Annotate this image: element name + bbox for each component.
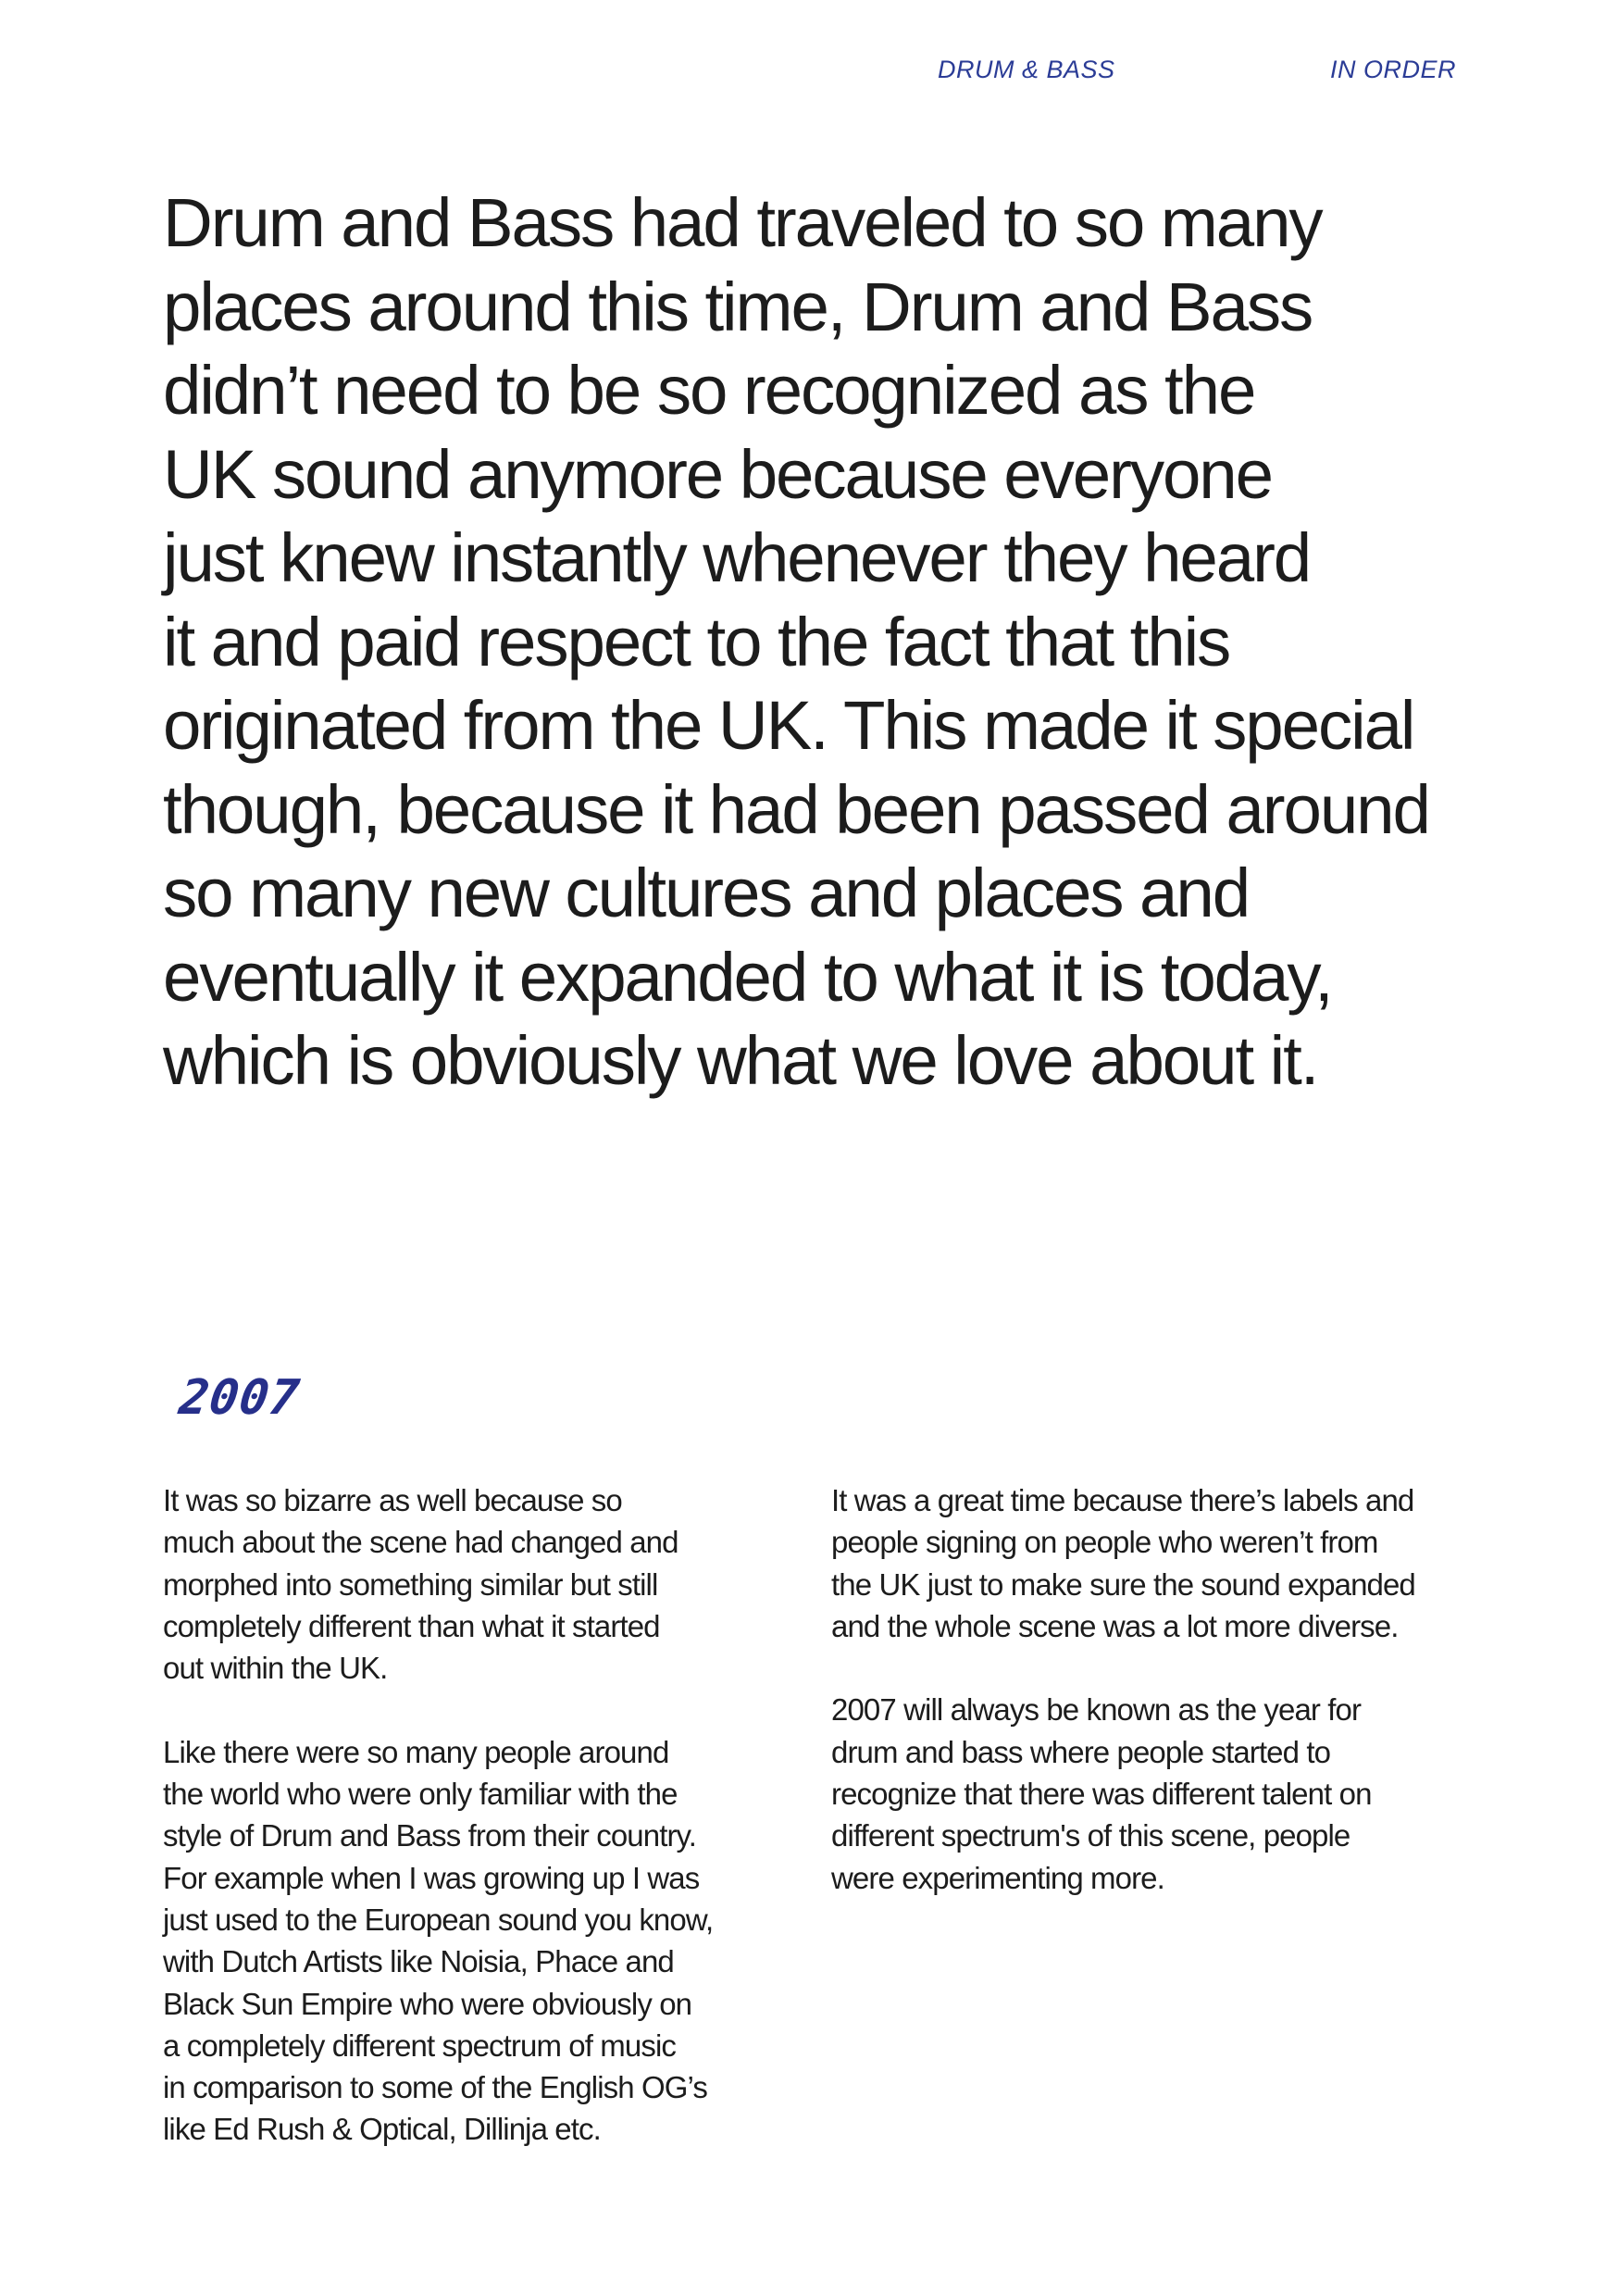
body-paragraph	[831, 1479, 1479, 1647]
body-paragraph	[163, 1731, 774, 2151]
body-line: like Ed Rush & Optical, Dillinja etc.	[163, 2112, 601, 2147]
lead-line: it and paid respect to the fact that this	[163, 603, 1230, 680]
body-line: the world who were only familiar with the	[163, 1777, 678, 1812]
page-header	[0, 56, 1618, 93]
body-line: Black Sun Empire who were obviously on	[163, 1986, 692, 2021]
body-line: morphed into something similar but still	[163, 1566, 658, 1602]
year-heading: 2007	[176, 1370, 304, 1426]
body-line: just used to the European sound you know,	[163, 1902, 714, 1937]
body-line: were experimenting more.	[831, 1860, 1164, 1895]
left-text-column	[163, 1479, 774, 2192]
body-line: completely different than what it started	[163, 1608, 660, 1643]
body-line: For example when I was growing up I was	[163, 1860, 700, 1895]
lead-line: places around this time, Drum and Bass	[163, 268, 1313, 345]
body-line: It was a great time because there’s labels and	[831, 1483, 1414, 1517]
lead-line: though, because it had been passed around	[163, 770, 1429, 848]
body-line: with Dutch Artists like Noisia, Phace and	[163, 1944, 674, 1979]
lead-line: originated from the UK. This made it special	[163, 687, 1414, 764]
body-line: in comparison to some of the English OG’s	[163, 2070, 707, 2105]
body-line: recognize that there was different talent on	[831, 1777, 1372, 1812]
body-line: out within the UK.	[163, 1651, 388, 1686]
lead-paragraph	[163, 181, 1477, 1104]
body-line: style of Drum and Bass from their country.	[163, 1818, 696, 1853]
body-paragraph	[831, 1689, 1479, 1898]
body-paragraph	[163, 1479, 774, 1689]
lead-line: didn’t need to be so recognized as the	[163, 352, 1255, 429]
lead-line: which is obviously what we love about it.	[163, 1022, 1318, 1099]
body-line: much about the scene had changed and	[163, 1525, 678, 1560]
body-line: 2007 will always be known as the year for	[831, 1692, 1362, 1728]
header-order-label: IN ORDER	[1330, 56, 1457, 83]
body-line: Like there were so many people around	[163, 1734, 669, 1769]
body-line: the UK just to make sure the sound expanded	[831, 1566, 1415, 1602]
lead-line: eventually it expanded to what it is today,	[163, 938, 1332, 1016]
body-line: different spectrum's of this scene, people	[831, 1818, 1350, 1853]
lead-line: so many new cultures and places and	[163, 855, 1250, 931]
lead-line: Drum and Bass had traveled to so many	[163, 184, 1322, 261]
lead-line: UK sound anymore because everyone	[163, 435, 1272, 513]
body-line: people signing on people who weren’t from	[831, 1525, 1378, 1560]
lead-line: just knew instantly whenever they heard	[163, 519, 1311, 596]
header-section-label: DRUM & BASS	[938, 56, 1115, 83]
body-line: a completely different spectrum of music	[163, 2028, 676, 2063]
right-text-column	[831, 1479, 1479, 1940]
body-line: drum and bass where people started to	[831, 1734, 1331, 1769]
body-line: and the whole scene was a lot more diverse.	[831, 1608, 1399, 1643]
body-line: It was so bizarre as well because so	[163, 1483, 622, 1517]
